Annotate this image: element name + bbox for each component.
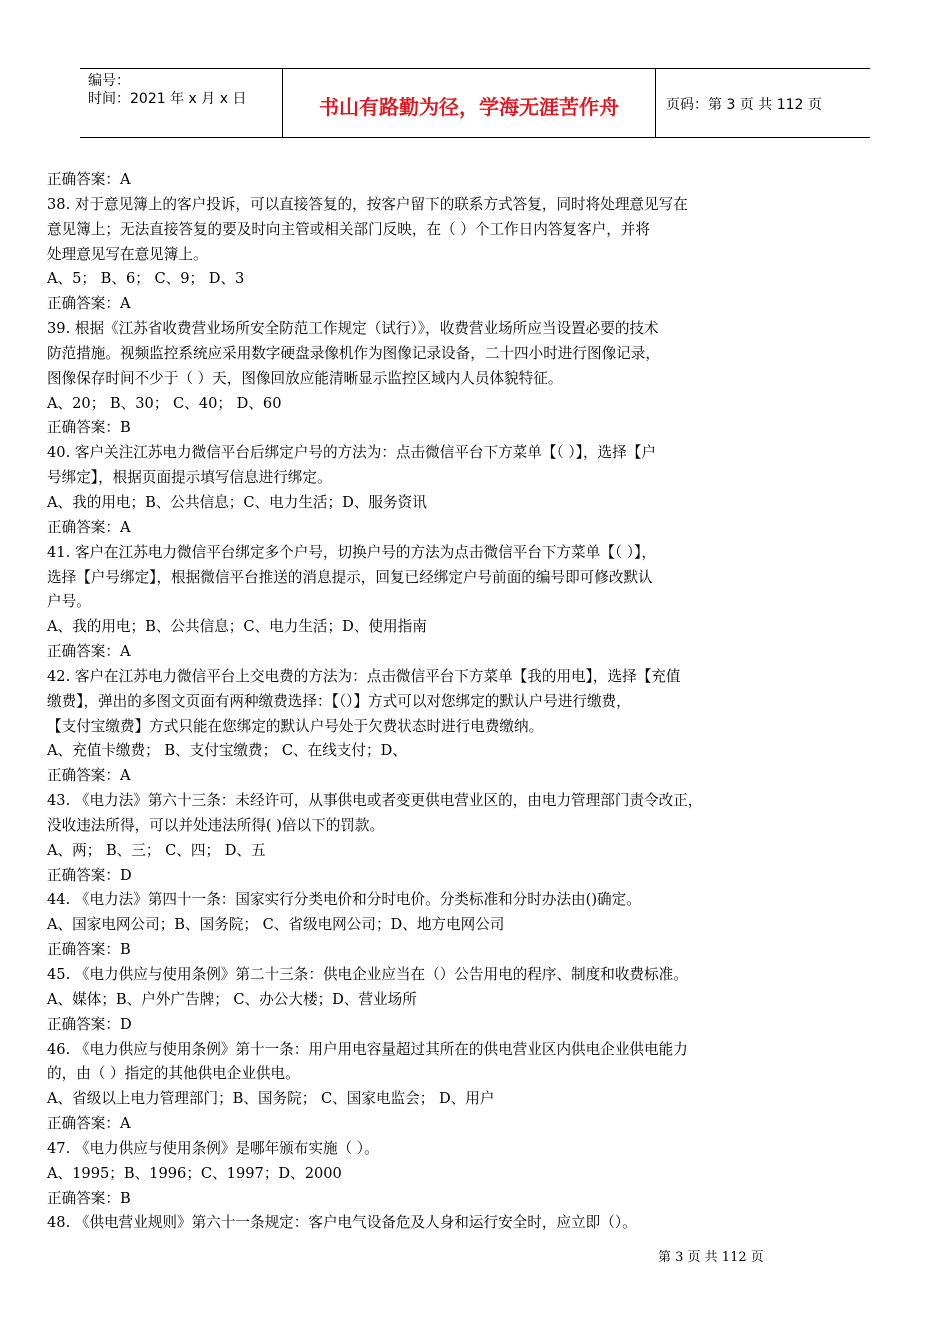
text-line: 47. 《电力供应与使用条例》是哪年颁布实施（ ）。	[47, 1139, 379, 1157]
text-line: 的，由（ ）指定的其他供电企业供电。	[47, 1065, 300, 1083]
question-list	[47, 168, 797, 1236]
text-line: A、媒体；B、户外广告牌； C、办公大楼；D、营业场所	[47, 990, 417, 1008]
text-line: 正确答案：A	[47, 518, 131, 536]
document-number-label: 编号：	[88, 73, 130, 89]
text-line: 处理意见写在意见簿上。	[47, 245, 208, 263]
text-line: 正确答案：A	[47, 767, 131, 785]
text-line: 44. 《电力法》第四十一条：国家实行分类电价和分时电价。分类标准和分时办法由()确定。	[47, 891, 641, 909]
text-line: 45. 《电力供应与使用条例》第二十三条：供电企业应当在（）公告用电的程序、制度和收费标准。	[47, 966, 688, 983]
text-line: A、1995；B、1996；C、1997；D、2000	[47, 1164, 342, 1182]
text-line: A、省级以上电力管理部门；B、国务院； C、国家电监会； D、用户	[47, 1090, 495, 1108]
text-line: 选择【户号绑定】，根据微信平台推送的消息提示，回复已经绑定户号前面的编号即可修改默认	[47, 568, 653, 586]
text-line: 40. 客户关注江苏电力微信平台后绑定户号的方法为：点击微信平台下方菜单【（ ）】，选择【户	[47, 444, 656, 462]
text-line: 没收违法所得，可以并处违法所得( )倍以下的罚款。	[47, 816, 385, 834]
text-line: 43. 《电力法》第六十三条：未经许可，从事供电或者变更供电营业区的，由电力管理部门责令改正，	[47, 792, 703, 810]
text-line: 38. 对于意见簿上的客户投诉，可以直接答复的，按客户留下的联系方式答复，同时将处理意见写在	[47, 195, 688, 213]
text-line: 41. 客户在江苏电力微信平台绑定多个户号，切换户号的方法为点击微信平台下方菜单【（ ）】，	[47, 543, 656, 561]
text-line: A、5； B、6； C、9； D、3	[47, 270, 245, 288]
text-line: 46. 《电力供应与使用条例》第十一条：用户用电容量超过其所在的供电营业区内供电企业供电能力	[47, 1040, 688, 1058]
document-time: 时间：2021 年 x 月 x 日	[88, 91, 247, 107]
page-footer: 第 3 页 共 112 页	[658, 1250, 764, 1265]
text-line: 正确答案：D	[47, 866, 132, 884]
text-line: A、我的用电；B、公共信息；C、电力生活；D、服务资讯	[47, 493, 427, 511]
text-line: 号绑定】，根据页面提示填写信息进行绑定。	[47, 469, 332, 487]
text-line: 正确答案：A	[47, 171, 131, 188]
text-line: 缴费】，弹出的多图文页面有两种缴费选择：【（）】方式可以对您绑定的默认户号进行缴费，	[47, 692, 631, 710]
text-line: A、20； B、30； C、40； D、60	[47, 394, 282, 412]
text-line: 正确答案：D	[47, 1015, 132, 1033]
header-motto: 书山有路勤为径，学海无涯苦作舟	[319, 94, 619, 119]
text-line: 48. 《供电营业规则》第六十一条规定：客户电气设备危及人身和运行安全时，应立即（）。	[47, 1214, 637, 1232]
page-header	[80, 68, 870, 138]
text-line: A、充值卡缴费； B、支付宝缴费； C、在线支付；D、	[47, 742, 407, 760]
text-line: 正确答案：A	[47, 295, 131, 313]
header-meta	[80, 69, 282, 137]
text-line: 【支付宝缴费】方式只能在您绑定的默认户号处于欠费状态时进行电费缴纳。	[47, 717, 544, 735]
text-line: 正确答案：B	[47, 419, 131, 437]
text-line: 防范措施。视频监控系统应采用数字硬盘录像机作为图像记录设备，二十四小时进行图像记录，	[47, 344, 660, 362]
header-page-info: 页码：第 3 页 共 112 页	[666, 97, 822, 113]
text-line: 意见簿上；无法直接答复的要及时向主管或相关部门反映，在（ ）个工作日内答复客户，并将	[47, 220, 650, 238]
text-line: 39. 根据《江苏省收费营业场所安全防范工作规定（试行）》，收费营业场所应当设置必要的技术	[47, 320, 659, 338]
text-line: 户号。	[47, 593, 91, 611]
text-line: 正确答案：A	[47, 643, 131, 661]
text-line: A、国家电网公司；B、国务院； C、省级电网公司；D、地方电网公司	[47, 916, 505, 934]
text-line: 正确答案：A	[47, 1115, 131, 1133]
text-line: A、两； B、三； C、四； D、五	[47, 841, 266, 859]
text-line: 正确答案：B	[47, 1189, 131, 1207]
text-line: A、我的用电；B、公共信息；C、电力生活；D、使用指南	[47, 618, 427, 636]
text-line: 42. 客户在江苏电力微信平台上交电费的方法为：点击微信平台下方菜单【我的用电】，选择【充值	[47, 667, 681, 685]
text-line: 图像保存时间不少于（ ）天，图像回放应能清晰显示监控区域内人员体貌特征。	[47, 369, 563, 387]
text-line: 正确答案：B	[47, 941, 131, 959]
header-motto-cell	[282, 69, 656, 137]
